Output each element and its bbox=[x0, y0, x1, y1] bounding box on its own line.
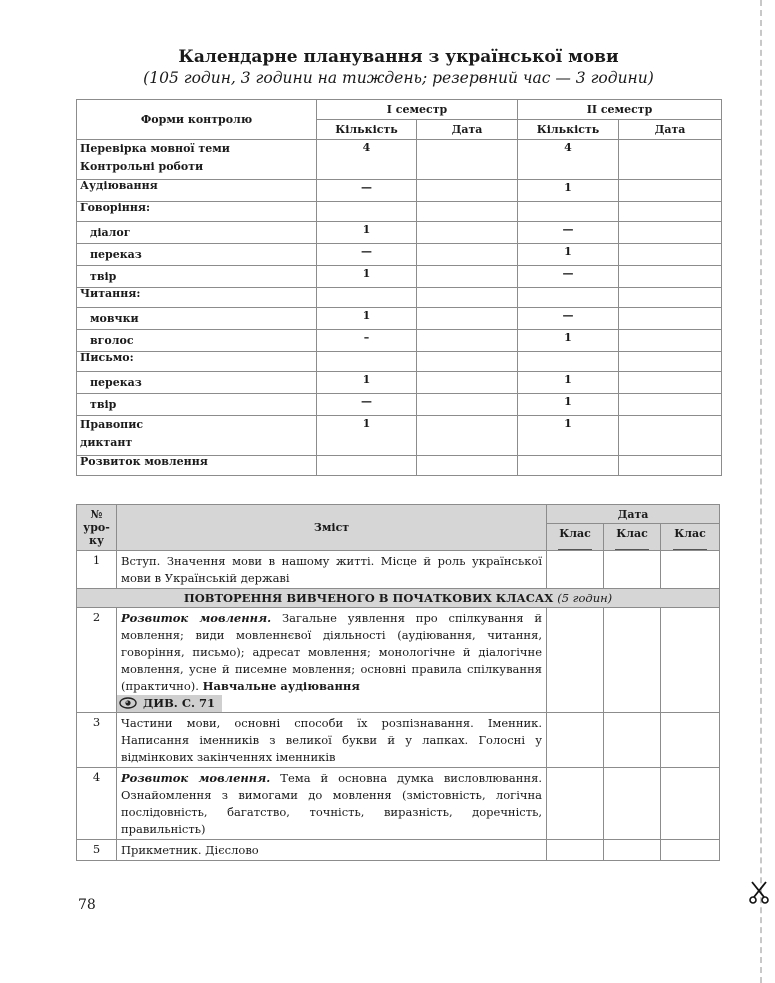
row-label: Говоріння: bbox=[77, 202, 317, 222]
sem2-date-header: Дата bbox=[619, 120, 722, 140]
sem2-date bbox=[619, 352, 722, 372]
class-header bbox=[661, 524, 720, 551]
sem1-qty: 1 bbox=[317, 416, 417, 456]
lesson-content: Прикметник. Дієслово bbox=[117, 840, 547, 861]
sem2-qty bbox=[518, 352, 619, 372]
lesson-content bbox=[117, 608, 547, 713]
row-label: діалог bbox=[77, 222, 317, 244]
table-row bbox=[77, 352, 722, 372]
class-label: Клас bbox=[674, 527, 706, 540]
sem2-qty: — bbox=[518, 308, 619, 330]
sem1-qty bbox=[317, 288, 417, 308]
table-row bbox=[77, 266, 722, 288]
sem2-qty: — bbox=[518, 266, 619, 288]
row-label: твір bbox=[77, 266, 317, 288]
date-cell bbox=[661, 713, 720, 768]
date-cell bbox=[547, 768, 604, 840]
lesson-content: Вступ. Значення мови в нашому житті. Місце й роль української мови в Українській державі bbox=[117, 551, 547, 589]
table-row bbox=[77, 244, 722, 266]
sem1-qty-header: Кількість bbox=[317, 120, 417, 140]
row-label-line: диктант bbox=[80, 436, 133, 449]
sem2-qty-header: Кількість bbox=[518, 120, 619, 140]
row-label bbox=[77, 140, 317, 180]
row-label: Читання: bbox=[77, 288, 317, 308]
lesson-tail: Навчальне аудіювання bbox=[202, 679, 360, 693]
sem2-date bbox=[619, 140, 722, 180]
class-blank bbox=[673, 543, 707, 550]
date-cell bbox=[547, 840, 604, 861]
sem1-qty bbox=[317, 202, 417, 222]
sem1-date bbox=[417, 140, 518, 180]
sem1-qty: — bbox=[317, 394, 417, 416]
date-cell bbox=[604, 840, 661, 861]
date-cell bbox=[661, 840, 720, 861]
table-row bbox=[77, 456, 722, 476]
lesson-content: Частини мови, основні способи їх розпізнавання. Іменник. Написання іменників з великої букви й у лапках. Голосні у відмінкових закінченнях іменників bbox=[117, 713, 547, 768]
col-num-header: № уро-ку bbox=[77, 505, 117, 551]
sem2-qty: — bbox=[518, 222, 619, 244]
sem2-header: ІІ семестр bbox=[518, 100, 722, 120]
section-hours: (5 годин) bbox=[557, 591, 613, 605]
sem2-date bbox=[619, 372, 722, 394]
sem2-date bbox=[619, 288, 722, 308]
row-label-line: Перевірка мовної теми bbox=[80, 142, 230, 155]
sem1-date bbox=[417, 352, 518, 372]
scissors-icon bbox=[748, 880, 770, 904]
sem1-qty: 4 bbox=[317, 140, 417, 180]
sem2-date bbox=[619, 266, 722, 288]
section-title: ПОВТОРЕННЯ ВИВЧЕНОГО В ПОЧАТКОВИХ КЛАСАХ bbox=[183, 591, 554, 605]
cut-line bbox=[760, 0, 762, 983]
date-cell bbox=[604, 608, 661, 713]
sem2-qty bbox=[518, 202, 619, 222]
row-label: мовчки bbox=[77, 308, 317, 330]
sem1-qty: 1 bbox=[317, 372, 417, 394]
row-label: Аудіювання bbox=[77, 180, 317, 202]
sem2-date bbox=[619, 308, 722, 330]
eye-icon bbox=[119, 697, 137, 709]
row-label: твір bbox=[77, 394, 317, 416]
sem2-qty: 1 bbox=[518, 180, 619, 202]
sem1-date bbox=[417, 288, 518, 308]
sem1-qty: — bbox=[317, 244, 417, 266]
date-cell bbox=[604, 551, 661, 589]
table-row bbox=[77, 222, 722, 244]
table-row bbox=[77, 416, 722, 456]
page-title: Календарне планування з української мови bbox=[178, 47, 619, 67]
table-row bbox=[77, 768, 720, 840]
sem1-date bbox=[417, 372, 518, 394]
table-row bbox=[77, 288, 722, 308]
lesson-number: 4 bbox=[77, 768, 117, 840]
sem2-date bbox=[619, 394, 722, 416]
section-heading bbox=[77, 589, 720, 608]
sem2-qty: 1 bbox=[518, 416, 619, 456]
sem1-qty bbox=[317, 456, 417, 476]
col-date-header: Дата bbox=[547, 505, 720, 524]
lesson-number: 5 bbox=[77, 840, 117, 861]
row-label: переказ bbox=[77, 372, 317, 394]
lesson-number: 1 bbox=[77, 551, 117, 589]
sem2-qty bbox=[518, 456, 619, 476]
sem1-date bbox=[417, 394, 518, 416]
heading bbox=[76, 47, 721, 89]
row-label: Розвиток мовлення bbox=[77, 456, 317, 476]
date-cell bbox=[547, 713, 604, 768]
class-label: Клас bbox=[559, 527, 591, 540]
lesson-number: 2 bbox=[77, 608, 117, 713]
sem1-header: І семестр bbox=[317, 100, 518, 120]
sem2-qty bbox=[518, 288, 619, 308]
row-label: Письмо: bbox=[77, 352, 317, 372]
date-cell bbox=[661, 608, 720, 713]
row-label-line: Контрольні роботи bbox=[80, 160, 204, 173]
col-content-header: Зміст bbox=[117, 505, 547, 551]
table-row bbox=[77, 394, 722, 416]
sem1-qty: 1 bbox=[317, 266, 417, 288]
sem1-date bbox=[417, 308, 518, 330]
section-row bbox=[77, 589, 720, 608]
sem2-date bbox=[619, 202, 722, 222]
sem1-qty: 1 bbox=[317, 308, 417, 330]
sem2-date bbox=[619, 416, 722, 456]
table-row bbox=[77, 140, 722, 180]
row-label-line: Правопис bbox=[80, 418, 144, 431]
sem2-qty: 1 bbox=[518, 330, 619, 352]
sem1-date bbox=[417, 202, 518, 222]
sem1-date bbox=[417, 266, 518, 288]
table-row bbox=[77, 308, 722, 330]
row-label bbox=[77, 416, 317, 456]
sem1-qty: — bbox=[317, 180, 417, 202]
control-forms-table bbox=[76, 99, 722, 476]
sem1-qty bbox=[317, 352, 417, 372]
table-row bbox=[77, 330, 722, 352]
table-row bbox=[77, 608, 720, 713]
sem1-date-header: Дата bbox=[417, 120, 518, 140]
table-row bbox=[77, 551, 720, 589]
table-header-row bbox=[77, 100, 722, 120]
sem1-date bbox=[417, 244, 518, 266]
table-row bbox=[77, 180, 722, 202]
lesson-content bbox=[117, 768, 547, 840]
lessons-table bbox=[76, 504, 720, 861]
sem2-date bbox=[619, 330, 722, 352]
sem1-date bbox=[417, 456, 518, 476]
lesson-lead: Розвиток мовлення. bbox=[121, 611, 272, 625]
date-cell bbox=[547, 551, 604, 589]
class-blank bbox=[615, 543, 649, 550]
class-header bbox=[547, 524, 604, 551]
sem2-date bbox=[619, 180, 722, 202]
sem1-date bbox=[417, 222, 518, 244]
sem1-date bbox=[417, 416, 518, 456]
sem2-qty: 4 bbox=[518, 140, 619, 180]
sem2-date bbox=[619, 222, 722, 244]
date-cell bbox=[661, 768, 720, 840]
table-header-row bbox=[77, 505, 720, 524]
sem2-qty: 1 bbox=[518, 244, 619, 266]
class-header bbox=[604, 524, 661, 551]
row-label: переказ bbox=[77, 244, 317, 266]
page-number: 78 bbox=[78, 897, 96, 913]
lesson-text: Загальне уявлення про спілкування й мовлення; види мовленнєвої діяльності (аудіювання, читання, говоріння, письмо); адресат мовлення; монологічне й діалогічне мовлення, усне й писемне мовлення; основні правила спілкування (практично). bbox=[121, 611, 543, 693]
table-row bbox=[77, 840, 720, 861]
sem1-date bbox=[417, 180, 518, 202]
reference-text: ДИВ. С. 71 bbox=[143, 696, 215, 710]
lesson-number: 3 bbox=[77, 713, 117, 768]
lesson-lead: Розвиток мовлення. bbox=[121, 771, 271, 785]
reference-badge bbox=[117, 695, 222, 712]
sem2-date bbox=[619, 244, 722, 266]
table-row bbox=[77, 202, 722, 222]
table-row bbox=[77, 372, 722, 394]
class-blank bbox=[558, 543, 592, 550]
table-row bbox=[77, 713, 720, 768]
row-label: вголос bbox=[77, 330, 317, 352]
page-subtitle: (105 годин, 3 години на тиждень; резервний час — 3 години) bbox=[143, 69, 654, 87]
sem2-qty: 1 bbox=[518, 394, 619, 416]
class-label: Клас bbox=[616, 527, 648, 540]
sem2-qty: 1 bbox=[518, 372, 619, 394]
sem1-qty: – bbox=[317, 330, 417, 352]
date-cell bbox=[547, 608, 604, 713]
lesson-text: Тема й основна думка висловлювання. Ознайомлення з вимогами до мовлення (змістовність, логічна послідовність, багатство, точність, виразність, доречність, правильність) bbox=[121, 771, 542, 836]
date-cell bbox=[604, 713, 661, 768]
sem1-qty: 1 bbox=[317, 222, 417, 244]
col-forms-header: Форми контролю bbox=[77, 100, 317, 140]
sem1-date bbox=[417, 330, 518, 352]
date-cell bbox=[604, 768, 661, 840]
date-cell bbox=[661, 551, 720, 589]
sem2-date bbox=[619, 456, 722, 476]
